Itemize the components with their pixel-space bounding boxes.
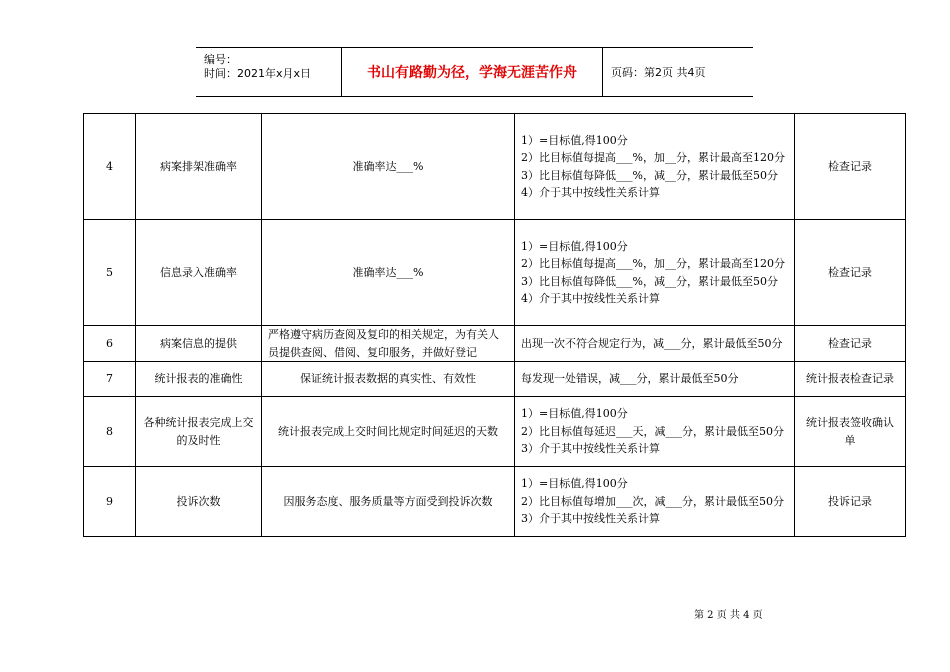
table-row	[84, 114, 906, 220]
standard-line: 4）介于其中按线性关系计算	[521, 186, 660, 199]
scoring-standard	[515, 397, 795, 467]
data-source: 统计报表签收确认单	[795, 397, 906, 467]
data-source: 检查记录	[795, 220, 906, 326]
standard-line: 1）=目标值,得100分	[521, 239, 628, 253]
assessment-table	[83, 113, 906, 537]
metric-definition: 准确率达___%	[262, 114, 515, 220]
item-name: 信息录入准确率	[136, 220, 262, 326]
item-name: 各种统计报表完成上交的及时性	[136, 397, 262, 467]
row-number: 9	[84, 467, 136, 537]
metric-definition: 统计报表完成上交时间比规定时间延迟的天数	[262, 397, 515, 467]
standard-line: 3）介于其中按线性关系计算	[521, 442, 660, 456]
row-number: 8	[84, 397, 136, 467]
data-source: 检查记录	[795, 114, 906, 220]
item-name: 投诉次数	[136, 467, 262, 537]
scoring-standard	[515, 220, 795, 326]
item-name: 病案排架准确率	[136, 114, 262, 220]
data-source: 投诉记录	[795, 467, 906, 537]
document-date: 时间：2021年x月x日	[204, 67, 312, 80]
row-number: 6	[84, 326, 136, 362]
table-row	[84, 362, 906, 397]
metric-definition: 保证统计报表数据的真实性、有效性	[262, 362, 515, 397]
data-source: 统计报表检查记录	[795, 362, 906, 397]
header-motto: 书山有路勤为径，学海无涯苦作舟	[341, 48, 603, 96]
item-name: 统计报表的准确性	[136, 362, 262, 397]
metric-definition: 严格遵守病历查阅及复印的相关规定，为有关人员提供查阅、借阅、复印服务，并做好登记	[262, 326, 515, 362]
row-number: 4	[84, 114, 136, 220]
metric-definition: 因服务态度、服务质量等方面受到投诉次数	[262, 467, 515, 537]
standard-line: 1）=目标值,得100分	[521, 133, 628, 147]
item-name: 病案信息的提供	[136, 326, 262, 362]
table-row	[84, 220, 906, 326]
scoring-standard	[515, 467, 795, 537]
header-page-number: 页码：第2页 共4页	[611, 66, 706, 79]
standard-line: 2）比目标值每提高___%，加__分，累计最高至120分	[521, 257, 785, 270]
table-row	[84, 326, 906, 362]
row-number: 5	[84, 220, 136, 326]
standard-line: 每发现一处错误，减___分，累计最低至50分	[521, 372, 739, 386]
standard-line: 3）介于其中按线性关系计算	[521, 512, 660, 526]
table-row	[84, 397, 906, 467]
data-source: 检查记录	[795, 326, 906, 362]
standard-line: 4）介于其中按线性关系计算	[521, 292, 660, 305]
standard-line: 出现一次不符合规定行为，减___分，累计最低至50分	[521, 336, 783, 350]
document-number-label: 编号：	[204, 53, 237, 66]
scoring-standard	[515, 326, 795, 362]
page-footer: 第 2 页 共 4 页	[694, 610, 763, 621]
scoring-standard	[515, 114, 795, 220]
standard-line: 1）=目标值,得100分	[521, 407, 628, 421]
page-header	[196, 47, 753, 97]
standard-line: 2）比目标值每提高___%，加__分，累计最高至120分	[521, 151, 785, 164]
standard-line: 1）=目标值,得100分	[521, 477, 628, 491]
table-row	[84, 467, 906, 537]
header-meta	[196, 48, 341, 96]
metric-definition: 准确率达___%	[262, 220, 515, 326]
standard-line: 2）比目标值每延迟___天，减___分，累计最低至50分	[521, 424, 784, 438]
standard-line: 2）比目标值每增加___次，减___分，累计最低至50分	[521, 494, 784, 508]
standard-line: 3）比目标值每降低___%，减__分，累计最低至50分	[521, 274, 778, 288]
scoring-standard	[515, 362, 795, 397]
standard-line: 3）比目标值每降低___%，减__分，累计最低至50分	[521, 168, 778, 182]
row-number: 7	[84, 362, 136, 397]
